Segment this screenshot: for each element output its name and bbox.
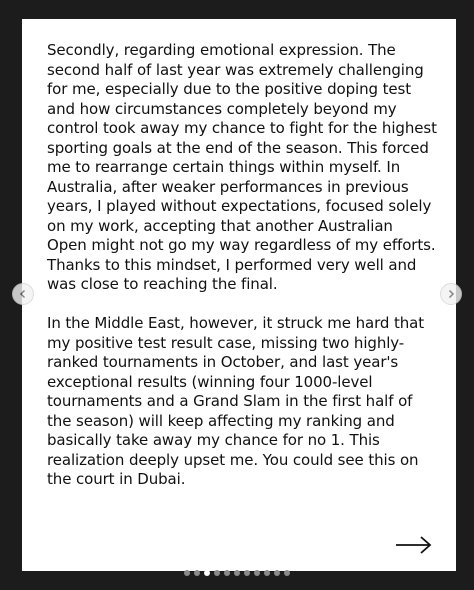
arrow-right-icon (395, 535, 433, 555)
carousel-dot[interactable] (214, 570, 220, 576)
slide-text (47, 41, 437, 490)
carousel-dot[interactable] (284, 570, 290, 576)
carousel-dot[interactable] (254, 570, 260, 576)
chevron-left-icon (18, 289, 28, 299)
paragraph-1: Secondly, regarding emotional expression. The second half of last year was extremely challenging for me, especially due to the positive doping test and how circumstances completely beyond my control took away my chance to fight for the highest sporting goals at the end of the season. This forced me to rearrange certain things within myself. In Australia, after weaker performances in previous years, I played without expectations, focused solely on my work, accepting that another Australian Open might not go my way regardless of my efforts. Thanks to this mindset, I performed very well and was close to reaching the final. (47, 41, 437, 293)
carousel-dot[interactable] (234, 570, 240, 576)
carousel-dot[interactable] (264, 570, 270, 576)
carousel-dot[interactable] (244, 570, 250, 576)
carousel-indicator (0, 570, 474, 576)
carousel-dot[interactable] (224, 570, 230, 576)
chevron-right-icon (446, 289, 456, 299)
carousel-dot[interactable] (194, 570, 200, 576)
paragraph-2: In the Middle East, however, it struck me hard that my positive test result case, missing two highly-ranked tournaments in October, and last year's exceptional results (winning four 1000-level tournaments and a Grand Slam in the first half of the season) will keep affecting my ranking and basically take away my chance for no 1. This realization deeply upset me. You could see this on the court in Dubai. (47, 314, 425, 488)
carousel-slide (22, 19, 456, 571)
carousel-prev-button[interactable] (12, 283, 34, 305)
carousel-dot[interactable] (204, 570, 210, 576)
carousel-dot[interactable] (184, 570, 190, 576)
carousel-dot[interactable] (274, 570, 280, 576)
carousel-next-button[interactable] (440, 283, 462, 305)
